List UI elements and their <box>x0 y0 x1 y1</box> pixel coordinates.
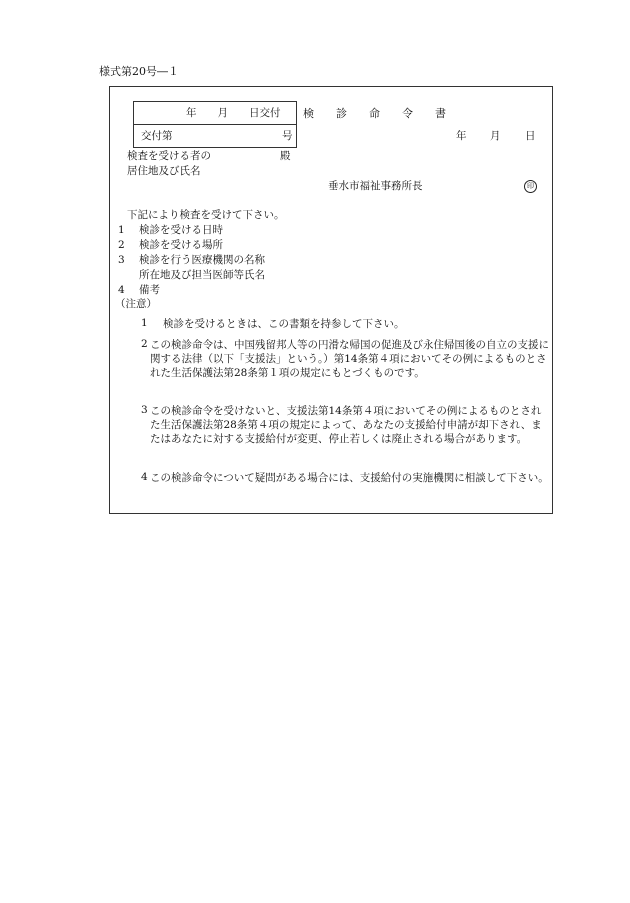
seal-mark: 印 <box>524 180 537 193</box>
form-number: 様式第20号―１ <box>99 65 179 78</box>
issue-day: 日 <box>525 130 536 142</box>
document-title: 検診命令書 <box>303 107 468 120</box>
item-2-num: 2 <box>118 239 125 251</box>
item-1-num: 1 <box>118 224 125 236</box>
item-1-text: 検診を受ける日時 <box>139 224 223 236</box>
issue-box-divider <box>133 124 297 125</box>
item-4-text: 備考 <box>139 284 160 296</box>
recipient-line1: 検査を受ける者の <box>127 150 211 162</box>
note-2-num: 2 <box>141 338 148 350</box>
notes-header: （注意） <box>115 298 157 310</box>
issue-date-label: 年 月 日交付 <box>186 107 281 119</box>
item-2-text: 検診を受ける場所 <box>139 239 223 251</box>
note-4-text: この検診命令について疑問がある場合には、支援給付の実施機関に相談して下さい。 <box>150 472 549 484</box>
issue-year: 年 <box>456 130 467 142</box>
item-4-num: 4 <box>118 284 125 296</box>
item-3-num: 3 <box>118 254 125 266</box>
issuer-name: 垂水市福祉事務所長 <box>328 180 423 192</box>
note-3-num: 3 <box>141 404 148 416</box>
note-1-text: 検診を受けるときは、この書類を持参して下さい。 <box>163 318 405 330</box>
note-3-text: この検診命令を受けないと、支援法第14条第４項においてその例によるものとされた生活保護法第28条第４項の規定によって、あなたの支援給付申請が却下され、またはあなたに対する支援給付が変更、停止若しくは廃止される場合があります。 <box>150 405 542 445</box>
intro-text: 下記により検査を受けて下さい。 <box>127 209 285 221</box>
note-4-num: 4 <box>141 471 148 483</box>
recipient-line2: 居住地及び氏名 <box>127 165 201 177</box>
issue-number-suffix: 号 <box>282 130 293 142</box>
issue-number-label: 交付第 <box>141 130 173 142</box>
item-3-subtext: 所在地及び担当医師等氏名 <box>139 269 265 281</box>
item-3-text: 検診を行う医療機関の名称 <box>139 254 265 266</box>
recipient-honorific: 殿 <box>280 150 291 162</box>
issue-month: 月 <box>490 130 501 142</box>
note-1-num: 1 <box>141 317 148 329</box>
note-2-text: この検診命令は、中国残留邦人等の円滑な帰国の促進及び永住帰国後の自立の支援に関する法律（以下「支援法」という。）第14条第４項においてその例によるものとされた生活保護法第28条第１項の規定にもとづくものです。 <box>150 339 549 379</box>
